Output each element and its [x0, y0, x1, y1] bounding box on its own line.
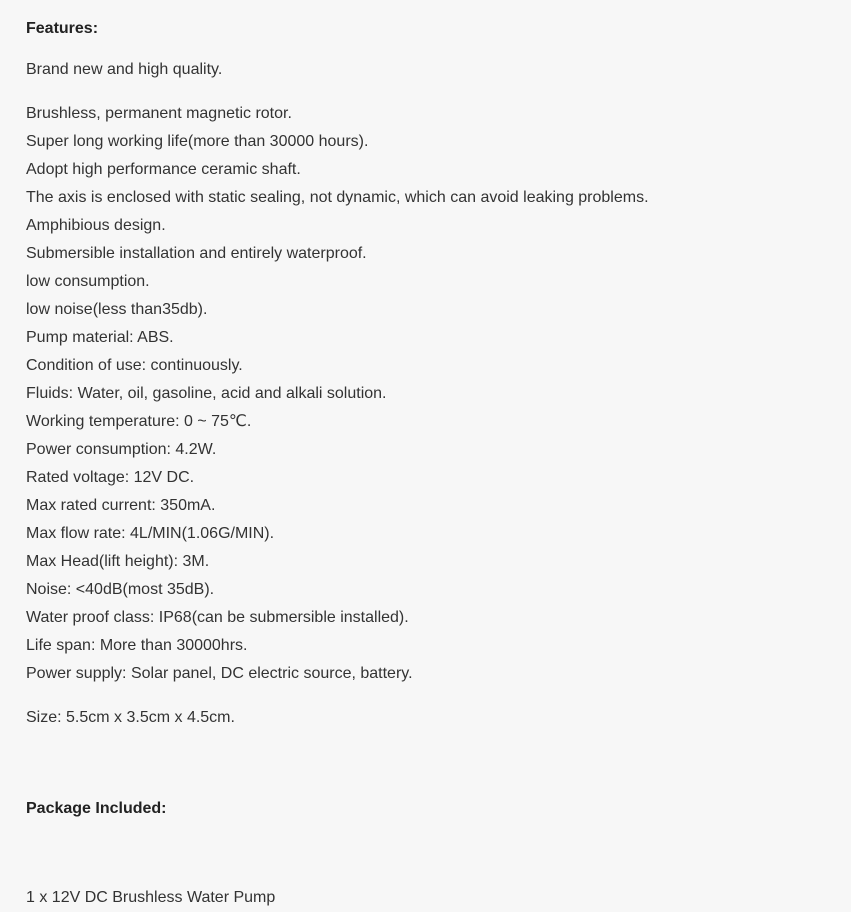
product-description: [26, 0, 836, 906]
feature-item: Super long working life(more than 30000 hours).: [26, 133, 369, 150]
features-list: [26, 100, 836, 688]
package-heading: Package Included:: [26, 800, 167, 817]
feature-item: Max Head(lift height): 3M.: [26, 553, 210, 570]
feature-item: Life span: More than 30000hrs.: [26, 637, 248, 654]
feature-item: Submersible installation and entirely waterproof.: [26, 245, 367, 262]
features-intro: Brand new and high quality.: [26, 61, 223, 78]
feature-item: Adopt high performance ceramic shaft.: [26, 161, 301, 178]
feature-item: Power supply: Solar panel, DC electric source, battery.: [26, 665, 413, 682]
feature-item: Amphibious design.: [26, 217, 166, 234]
feature-item: Power consumption: 4.2W.: [26, 441, 217, 458]
feature-item: Fluids: Water, oil, gasoline, acid and alkali solution.: [26, 385, 387, 402]
feature-item: Rated voltage: 12V DC.: [26, 469, 195, 486]
package-item: 1 x 12V DC Brushless Water Pump: [26, 889, 276, 906]
feature-item: low noise(less than35db).: [26, 301, 208, 318]
feature-item: Noise: <40dB(most 35dB).: [26, 581, 215, 598]
features-heading: Features:: [26, 20, 99, 37]
feature-item: The axis is enclosed with static sealing, not dynamic, which can avoid leaking problems.: [26, 189, 649, 206]
feature-item: Max flow rate: 4L/MIN(1.06G/MIN).: [26, 525, 275, 542]
feature-item: Max rated current: 350mA.: [26, 497, 216, 514]
feature-item: Pump material: ABS.: [26, 329, 174, 346]
feature-item: Water proof class: IP68(can be submersible installed).: [26, 609, 409, 626]
feature-item: Condition of use: continuously.: [26, 357, 243, 374]
feature-item: Brushless, permanent magnetic rotor.: [26, 105, 292, 122]
size-spec: Size: 5.5cm x 3.5cm x 4.5cm.: [26, 709, 235, 726]
feature-item: low consumption.: [26, 273, 150, 290]
feature-item: Working temperature: 0 ~ 75℃.: [26, 413, 252, 430]
